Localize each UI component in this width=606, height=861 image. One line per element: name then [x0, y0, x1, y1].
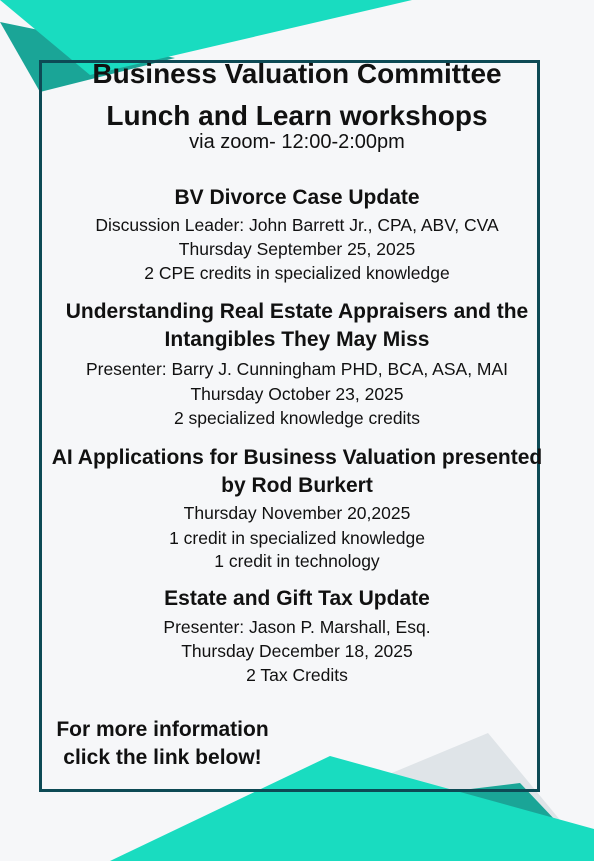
event-4-credits: 2 Tax Credits [246, 665, 348, 685]
event-3-credit-specialized: 1 credit in specialized knowledge [169, 528, 425, 548]
event-3-date: Thursday November 20,2025 [183, 503, 411, 523]
event-2-date: Thursday October 23, 2025 [190, 384, 404, 404]
event-2-presenter: Presenter: Barry J. Cunningham PHD, BCA, ASA, MAI [85, 359, 509, 379]
title-line-2: Lunch and Learn workshops [106, 100, 488, 131]
subtitle: via zoom- 12:00-2:00pm [189, 131, 405, 153]
title-line-1: Business Valuation Committee [92, 58, 502, 89]
event-3-title-line-2: by Rod Burkert [221, 474, 373, 497]
event-1-leader: Discussion Leader: John Barrett Jr., CPA, ABV, CVA [95, 215, 499, 235]
info-line-1: For more information [56, 718, 269, 741]
event-1-credits: 2 CPE credits in specialized knowledge [144, 263, 450, 283]
event-2-title-line-2: Intangibles They May Miss [164, 328, 430, 351]
info-line-2: click the link below! [63, 746, 262, 769]
event-1-date: Thursday September 25, 2025 [178, 239, 416, 259]
event-4-title: Estate and Gift Tax Update [164, 587, 430, 610]
event-4-presenter: Presenter: Jason P. Marshall, Esq. [163, 617, 431, 637]
event-4-date: Thursday December 18, 2025 [181, 641, 413, 661]
event-2-credits: 2 specialized knowledge credits [173, 408, 421, 428]
event-3-credit-technology: 1 credit in technology [214, 551, 380, 571]
event-1-title: BV Divorce Case Update [174, 186, 420, 209]
event-2-title-line-1: Understanding Real Estate Appraisers and the [65, 300, 529, 323]
event-3-title-line-1: AI Applications for Business Valuation presented [51, 446, 543, 469]
page-edge [594, 0, 606, 861]
